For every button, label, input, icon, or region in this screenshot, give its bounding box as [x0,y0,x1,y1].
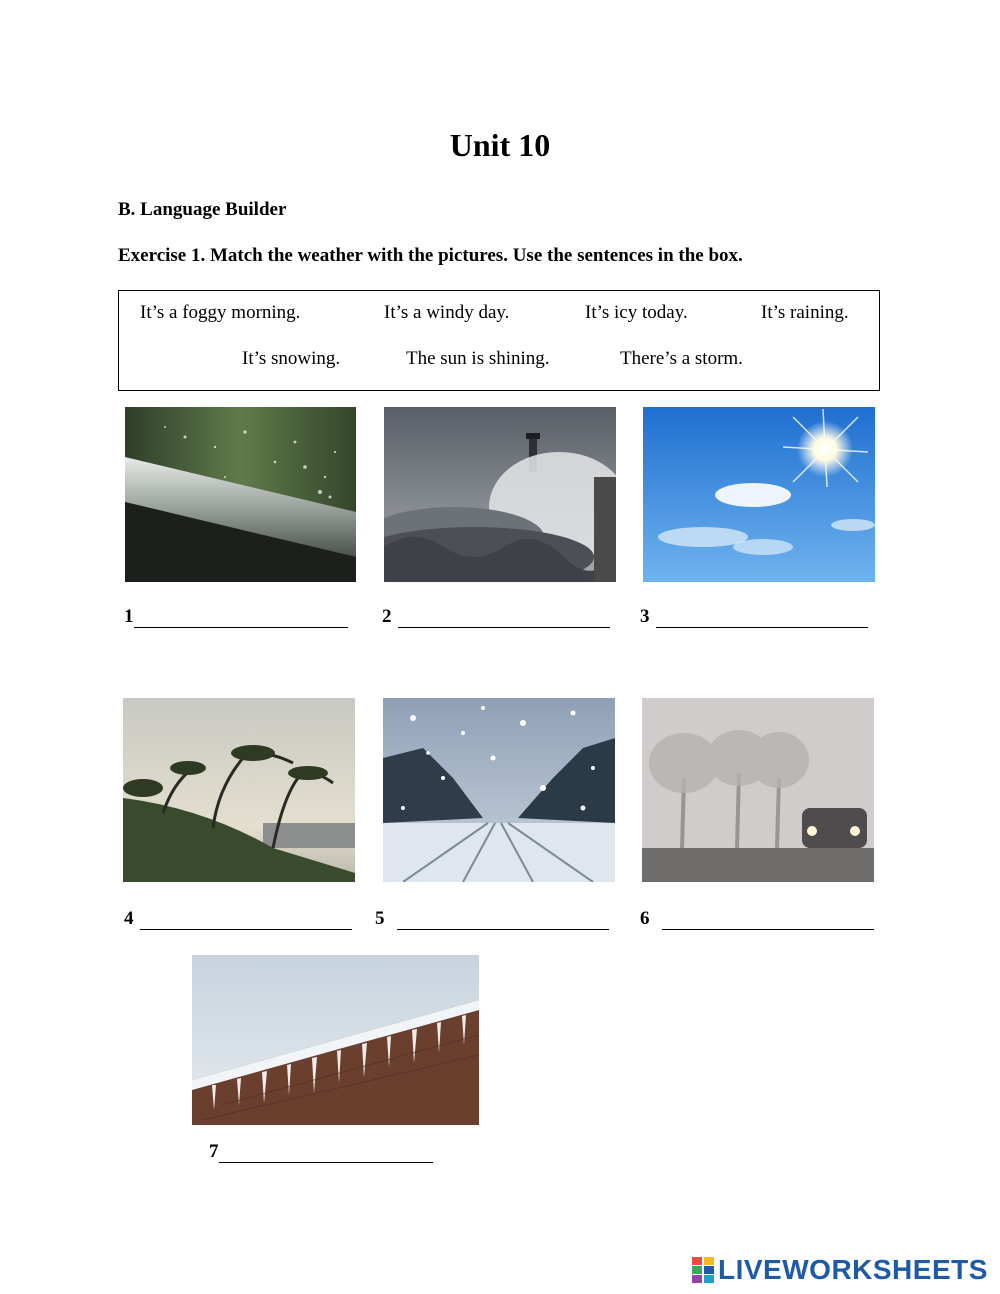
answer-slot-7[interactable] [209,1141,433,1163]
answer-slot-4[interactable] [124,908,352,930]
answer-slot-2[interactable] [382,606,610,628]
windy-photo [123,698,355,882]
word-box [118,290,880,391]
answer-slot-3[interactable] [640,606,868,628]
answer-slot-1[interactable] [124,606,348,628]
icicles-photo [192,955,479,1125]
sunny-photo [643,407,875,582]
answer-field-6[interactable] [662,911,874,930]
snow-photo [383,698,615,882]
exercise-instruction: Exercise 1. Match the weather with the pictures. Use the sentences in the box. [118,245,743,266]
word-option: It’s raining. [761,302,849,323]
answer-field-3[interactable] [656,609,868,628]
answer-number: 4 [124,908,134,929]
liveworksheets-logo[interactable] [692,1254,988,1286]
answer-number: 5 [375,908,385,929]
word-option: It’s a windy day. [384,302,510,323]
answer-field-5[interactable] [397,911,609,930]
word-option: It’s snowing. [242,348,341,369]
answer-field-1[interactable] [134,609,348,628]
storm-photo [384,407,616,582]
answer-field-4[interactable] [140,911,352,930]
answer-slot-6[interactable] [640,908,874,930]
word-option: It’s a foggy morning. [140,302,301,323]
page-title: Unit 10 [449,127,551,163]
answer-number: 2 [382,606,392,627]
word-option: The sun is shining. [406,348,550,369]
answer-field-2[interactable] [398,609,610,628]
answer-number: 6 [640,908,650,929]
answer-number: 1 [124,606,134,627]
word-option: It’s icy today. [585,302,688,323]
word-option: There’s a storm. [620,348,743,369]
answer-number: 7 [209,1141,219,1162]
section-heading: B. Language Builder [118,199,287,220]
answer-slot-5[interactable] [375,908,609,930]
answer-number: 3 [640,606,650,627]
fog-photo [642,698,874,882]
liveworksheets-icon [692,1257,714,1283]
rain-photo [125,407,356,582]
brand-name: LIVEWORKSHEETS [718,1254,988,1285]
answer-field-7[interactable] [219,1144,433,1163]
